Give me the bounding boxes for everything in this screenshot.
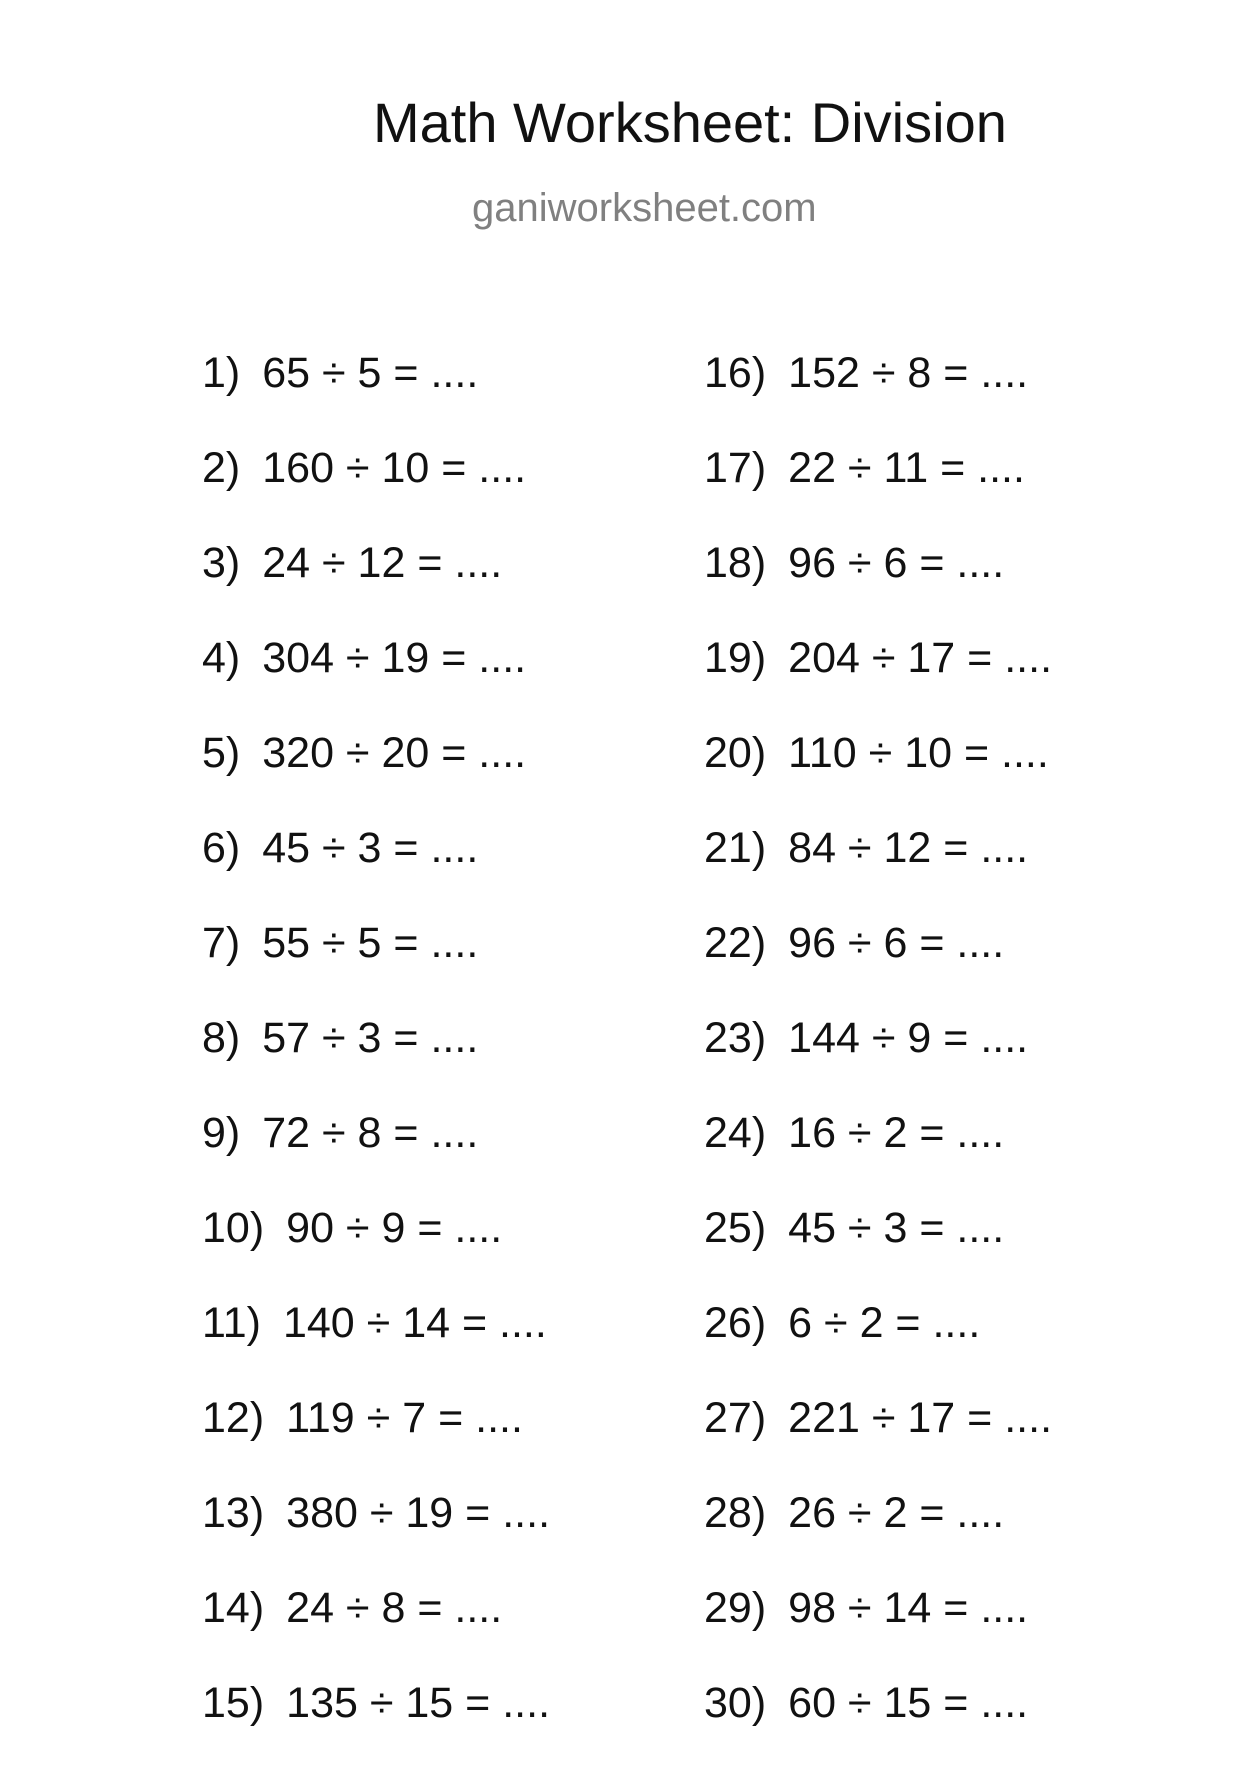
problem-item	[202, 1299, 672, 1397]
problem-item	[202, 1489, 672, 1587]
problem-expression: 45 ÷ 3 = ....	[262, 824, 479, 872]
problem-item	[704, 824, 1174, 922]
problem-number: 7)	[202, 919, 241, 967]
problem-expression: 221 ÷ 17 = ....	[788, 1394, 1053, 1442]
problem-item	[202, 1014, 672, 1112]
problem-number: 19)	[704, 634, 767, 682]
problem-item	[704, 1394, 1174, 1492]
problem-expression: 57 ÷ 3 = ....	[262, 1014, 479, 1062]
problem-number: 2)	[202, 444, 241, 492]
problem-expression: 60 ÷ 15 = ....	[788, 1679, 1029, 1727]
problem-item	[704, 1014, 1174, 1112]
problem-item	[202, 729, 672, 827]
problem-expression: 96 ÷ 6 = ....	[788, 539, 1005, 587]
problem-expression: 84 ÷ 12 = ....	[788, 824, 1029, 872]
problem-number: 18)	[704, 539, 767, 587]
problem-column-left	[202, 349, 672, 1777]
problem-expression: 96 ÷ 6 = ....	[788, 919, 1005, 967]
problem-expression: 16 ÷ 2 = ....	[788, 1109, 1005, 1157]
problem-expression: 24 ÷ 12 = ....	[262, 539, 503, 587]
problem-expression: 45 ÷ 3 = ....	[788, 1204, 1005, 1252]
worksheet-source: ganiworksheet.com	[472, 186, 817, 230]
problem-number: 3)	[202, 539, 241, 587]
problem-item	[704, 1584, 1174, 1682]
problem-number: 23)	[704, 1014, 767, 1062]
problem-item	[202, 349, 672, 447]
problem-number: 24)	[704, 1109, 767, 1157]
problem-item	[704, 1489, 1174, 1587]
problem-item	[704, 729, 1174, 827]
problem-number: 5)	[202, 729, 241, 777]
problem-number: 26)	[704, 1299, 767, 1347]
problem-number: 21)	[704, 824, 767, 872]
problem-number: 30)	[704, 1679, 767, 1727]
problem-expression: 140 ÷ 14 = ....	[282, 1299, 547, 1347]
problem-item	[704, 1109, 1174, 1207]
problem-item	[704, 1204, 1174, 1302]
problem-item	[202, 919, 672, 1017]
problem-expression: 55 ÷ 5 = ....	[262, 919, 479, 967]
problem-number: 22)	[704, 919, 767, 967]
problem-expression: 90 ÷ 9 = ....	[286, 1204, 503, 1252]
problem-number: 16)	[704, 349, 767, 397]
problem-expression: 110 ÷ 10 = ....	[788, 729, 1049, 777]
problem-expression: 380 ÷ 19 = ....	[286, 1489, 551, 1537]
problem-item	[704, 444, 1174, 542]
problem-expression: 204 ÷ 17 = ....	[788, 634, 1053, 682]
problem-expression: 6 ÷ 2 = ....	[788, 1299, 981, 1347]
problem-number: 11)	[202, 1299, 261, 1347]
problem-expression: 119 ÷ 7 = ....	[286, 1394, 523, 1442]
problem-column-right	[704, 349, 1174, 1777]
problem-number: 1)	[202, 349, 241, 397]
problem-expression: 320 ÷ 20 = ....	[262, 729, 527, 777]
problem-item	[202, 1109, 672, 1207]
problem-item	[704, 1299, 1174, 1397]
problem-number: 29)	[704, 1584, 767, 1632]
problem-expression: 98 ÷ 14 = ....	[788, 1584, 1029, 1632]
problem-item	[704, 634, 1174, 732]
problem-number: 17)	[704, 444, 767, 492]
problem-expression: 65 ÷ 5 = ....	[262, 349, 479, 397]
problem-item	[202, 539, 672, 637]
problem-expression: 72 ÷ 8 = ....	[262, 1109, 479, 1157]
problem-item	[704, 539, 1174, 637]
problem-item	[202, 1394, 672, 1492]
problem-expression: 22 ÷ 11 = ....	[788, 444, 1025, 492]
problem-number: 12)	[202, 1394, 265, 1442]
worksheet-title: Math Worksheet: Division	[373, 91, 1007, 154]
problem-expression: 144 ÷ 9 = ....	[788, 1014, 1029, 1062]
problem-number: 4)	[202, 634, 241, 682]
problem-expression: 24 ÷ 8 = ....	[286, 1584, 503, 1632]
problem-number: 6)	[202, 824, 241, 872]
problem-number: 14)	[202, 1584, 265, 1632]
problem-expression: 160 ÷ 10 = ....	[262, 444, 527, 492]
problem-number: 27)	[704, 1394, 767, 1442]
problem-item	[202, 634, 672, 732]
problem-item	[704, 919, 1174, 1017]
problem-expression: 26 ÷ 2 = ....	[788, 1489, 1005, 1537]
problem-expression: 152 ÷ 8 = ....	[788, 349, 1029, 397]
problem-item	[704, 349, 1174, 447]
problem-item	[202, 1204, 672, 1302]
problem-number: 8)	[202, 1014, 241, 1062]
problem-item	[704, 1679, 1174, 1777]
problem-number: 15)	[202, 1679, 265, 1727]
problem-item	[202, 444, 672, 542]
problem-number: 20)	[704, 729, 767, 777]
problem-number: 28)	[704, 1489, 767, 1537]
problem-item	[202, 1679, 672, 1777]
problem-number: 25)	[704, 1204, 767, 1252]
problem-item	[202, 824, 672, 922]
problem-number: 10)	[202, 1204, 265, 1252]
problem-expression: 135 ÷ 15 = ....	[286, 1679, 551, 1727]
problem-number: 9)	[202, 1109, 241, 1157]
problem-item	[202, 1584, 672, 1682]
problem-number: 13)	[202, 1489, 265, 1537]
problem-expression: 304 ÷ 19 = ....	[262, 634, 527, 682]
